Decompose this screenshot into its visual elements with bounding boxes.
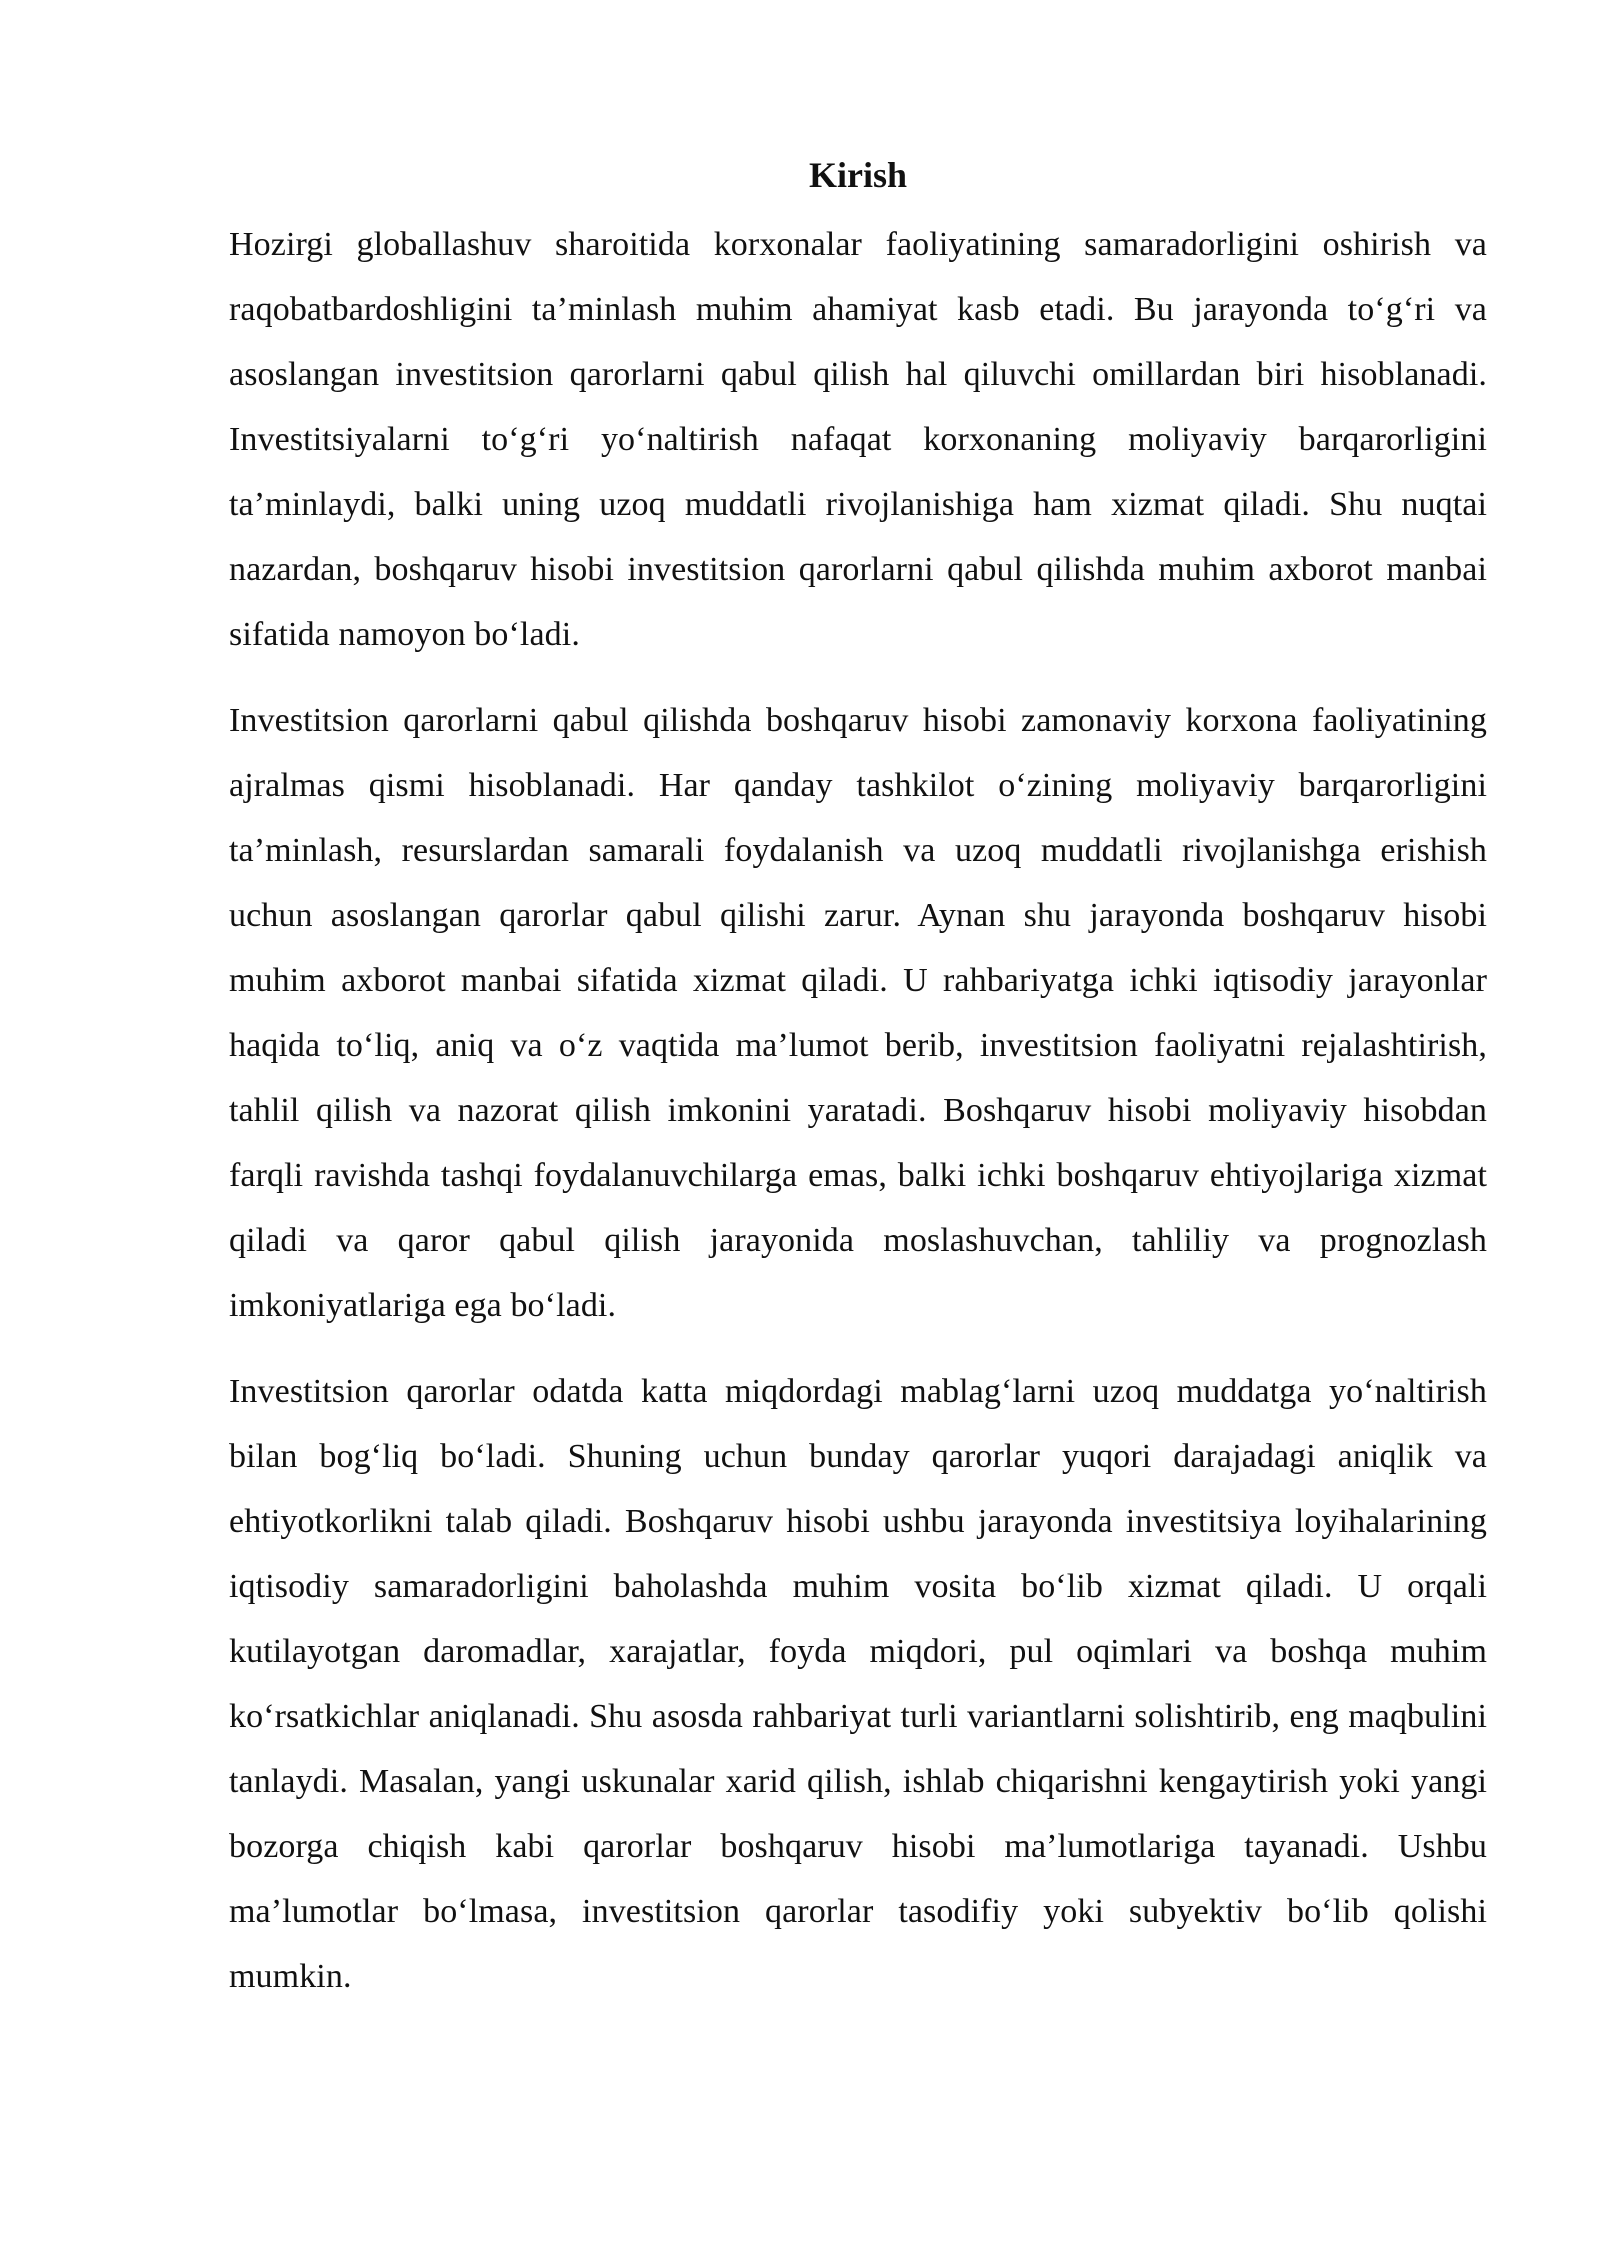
document-page	[229, 0, 1487, 2009]
page-title: Kirish	[808, 155, 907, 195]
paragraph-3: Investitsion qarorlar odatda katta miqdordagi mablag‘larni uzoq muddatga yo‘naltirish bilan bog‘liq bo‘ladi. Shuning uchun bunday qarorlar yuqori darajadagi aniqlik va ehtiyotkorlikni talab qiladi. Boshqaruv hisobi ushbu jarayonda investitsiya loyihalarining iqtisodiy samaradorligini baholashda muhim vosita bo‘lib xizmat qiladi. U orqali kutilayotgan daromadlar, xarajatlar, foyda miqdori, pul oqimlari va boshqa muhim ko‘rsatkichlar aniqlanadi. Shu asosda rahbariyat turli variantlarni solishtirib, eng maqbulini tanlaydi. Masalan, yangi uskunalar xarid qilish, ishlab chiqarishni kengaytirish yoki yangi bozorga chiqish kabi qarorlar boshqaruv hisobi ma’lumotlariga tayanadi. Ushbu ma’lumotlar bo‘lmasa, investitsion qarorlar tasodifiy yoki subyektiv bo‘lib qolishi mumkin.	[229, 1373, 1487, 1995]
paragraph-1: Hozirgi globallashuv sharoitida korxonalar faoliyatining samaradorligini oshirish va raqobatbardoshligini ta’minlash muhim ahamiyat kasb etadi. Bu jarayonda to‘g‘ri va asoslangan investitsion qarorlarni qabul qilish hal qiluvchi omillardan biri hisoblanadi. Investitsiyalarni to‘g‘ri yo‘naltirish nafaqat korxonaning moliyaviy barqarorligini ta’minlaydi, balki uning uzoq muddatli rivojlanishiga ham xizmat qiladi. Shu nuqtai nazardan, boshqaruv hisobi investitsion qarorlarni qabul qilishda muhim axborot manbai sifatida namoyon bo‘ladi.	[229, 226, 1487, 653]
paragraph-2: Investitsion qarorlarni qabul qilishda boshqaruv hisobi zamonaviy korxona faoliyatining ajralmas qismi hisoblanadi. Har qanday tashkilot o‘zining moliyaviy barqarorligini ta’minlash, resurslardan samarali foydalanish va uzoq muddatli rivojlanishga erishish uchun asoslangan qarorlar qabul qilishi zarur. Aynan shu jarayonda boshqaruv hisobi muhim axborot manbai sifatida xizmat qiladi. U rahbariyatga ichki iqtisodiy jarayonlar haqida to‘liq, aniq va o‘z vaqtida ma’lumot berib, investitsion faoliyatni rejalashtirish, tahlil qilish va nazorat qilish imkonini yaratadi. Boshqaruv hisobi moliyaviy hisobdan farqli ravishda tashqi foydalanuvchilarga emas, balki ichki boshqaruv ehtiyojlariga xizmat qiladi va qaror qabul qilish jarayonida moslashuvchan, tahliliy va prognozlash imkoniyatlariga ega bo‘ladi.	[229, 702, 1487, 1324]
